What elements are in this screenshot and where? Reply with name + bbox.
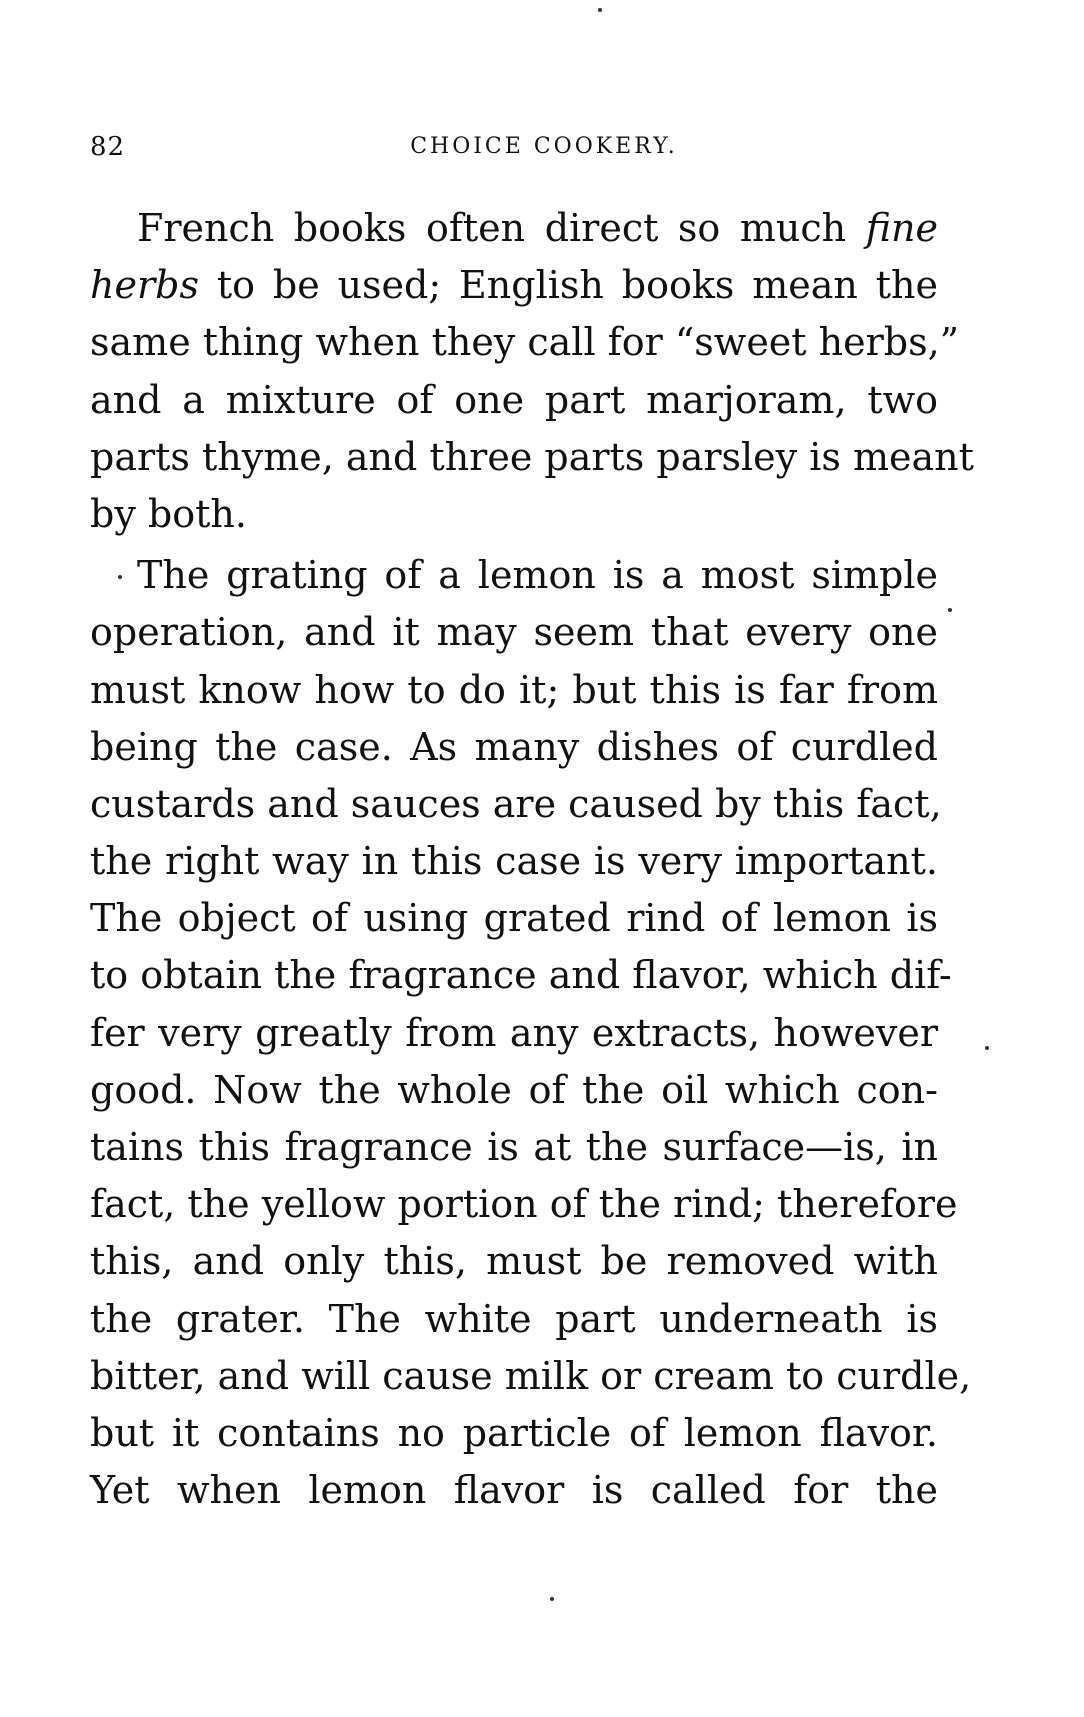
text-line: same thing when they call for “sweet herbs,” [90, 320, 960, 365]
text-line: the grater. The white part underneath is [90, 1296, 938, 1341]
text-line: but it contains no particle of lemon flavor. [90, 1410, 938, 1455]
text-line: French books often direct so much fine [137, 206, 938, 250]
text-line: this, and only this, must be removed with [90, 1239, 938, 1284]
body-text [90, 200, 974, 1519]
text-line: tains this fragrance is at the surface—is, in [90, 1125, 938, 1169]
text-line: by both. [90, 491, 247, 536]
running-title: CHOICE COOKERY. [410, 134, 678, 159]
text-line: Yet when lemon flavor is called for the [90, 1468, 938, 1513]
running-head [90, 132, 938, 172]
paragraph-lemon-grating [90, 547, 972, 1519]
text-line: to obtain the fragrance and flavor, which dif- [90, 953, 952, 998]
print-speck [118, 575, 122, 579]
text-line: the right way in this case is very important. [90, 839, 938, 884]
text-line: The object of using grated rind of lemon is [90, 896, 938, 941]
text-line: The grating of a lemon is a most simple [137, 553, 938, 598]
text-line: fer very greatly from any extracts, however [90, 1010, 938, 1055]
text-line: parts thyme, and three parts parsley is meant [90, 434, 974, 479]
text-line: good. Now the whole of the oil which con- [90, 1067, 938, 1112]
print-speck [985, 1046, 989, 1050]
text-line: operation, and it may seem that every one [90, 610, 938, 655]
text-line: custards and sauces are caused by this fact, [90, 781, 942, 826]
page-number: 82 [90, 132, 126, 162]
text-line: being the case. As many dishes of curdled [90, 724, 938, 769]
text-line: bitter, and will cause milk or cream to curdle, [90, 1353, 972, 1398]
print-speck [598, 8, 602, 12]
paragraph-fine-herbs [90, 200, 974, 543]
print-speck [948, 608, 952, 612]
text-line: fact, the yellow portion of the rind; therefore [90, 1182, 958, 1227]
text-line: must know how to do it; but this is far from [90, 667, 938, 712]
text-line: herbs to be used; English books mean the [90, 263, 938, 308]
text-line: and a mixture of one part marjoram, two [90, 377, 938, 422]
print-speck [550, 1597, 554, 1601]
